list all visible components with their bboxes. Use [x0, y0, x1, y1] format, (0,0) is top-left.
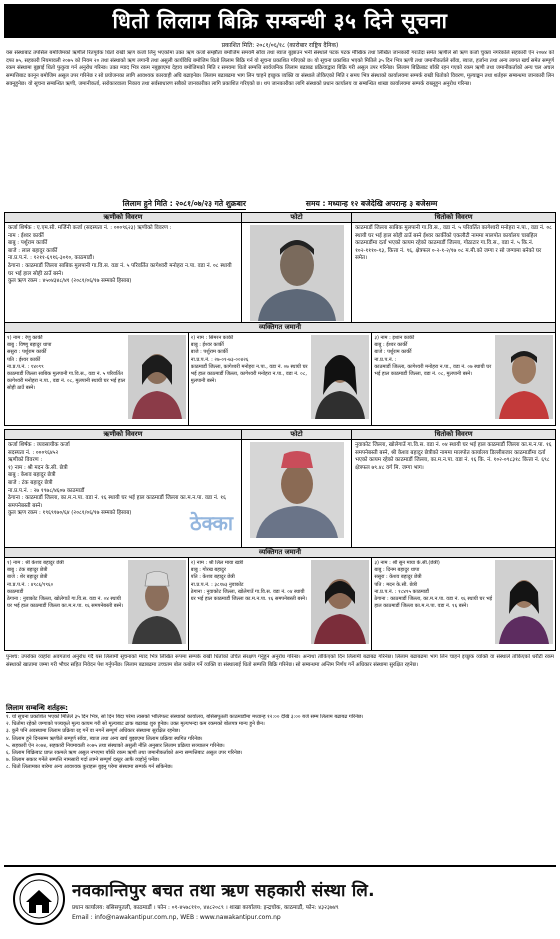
borrower-details: कर्जा शिर्षक : व्यवसायीक कर्जा सदस्यता नं. : ०००९६४५२ ऋणीको विवरण : १) नाम : श्री मदन के.सी. छेत्री बाबु : केशव बहादुर छेत्री बाजे : टंक बहादुर छेत्री ना.प्र.प.नं. : २७ १९७८/४६०७ काठमाडौं ठेगाना : काठमाडौं जिल्ला, का.म.न.पा. वडा नं. १६ स्थायी घर भई हाल काठमाडौं जिल्ला का.म.न.पा. वडा नं. १६ समपनेबस्ती बस्ने। कुल ऋण रकम : १९६९१७०/६४ (२०८१/०६/१७ सम्मको हिसाब) [5, 440, 242, 548]
watermark-text: ठेक्का [190, 513, 234, 535]
guarantor-details: ३) नाम : इशान कार्की बाबु : ईश्वर कार्की बाजे : पर्शुराम कार्की ना.प्र.प.नं. : काठमाडौं जिल्ला, कागेश्वरी मनोहरा न.पा., वडा नं. ०७ स्थायी घर भई हाल काठमाडौं जिल्ला, वडा नं. ०८, मुलपानी बस्ने। [374, 335, 492, 378]
guarantor-card [189, 333, 373, 425]
collateral-header: धितोको विवरण [352, 213, 556, 223]
borrower-photo [250, 225, 344, 321]
term-item: ४. लिलाम हुने दिनसम्म ऋणीले सम्पूर्ण साँवा, ब्याज तथा अन्य खर्च बुझाएमा लिलाम प्रक्रिया स्थगित गरिनेछ। [6, 735, 203, 742]
organization-logo-icon [12, 872, 66, 926]
photo-header: फोटो [241, 213, 351, 223]
term-item: ६. लिलाम बिक्रिबाट प्राप्त रकमले ऋण असुल नभएमा बाँकी रकम ऋणी तथा जमानीकर्ताको अन्य सम्पत्तिबाट असुल उपर गरिनेछ। [6, 750, 243, 757]
borrower-header: ऋणीको विवरण [5, 213, 242, 223]
term-item: २. धितोमा रहेको जग्गाको पञ्चकृते मूल्य कायम गरी सो मूल्यबाट ढाक बढाबढ शुरु हुनेछ। उक्त मूल्यभन्दा कम रकमको बोलपत्र मान्य हुने छैन। [6, 721, 265, 728]
notice-title: धितो लिलाम बिक्रि सम्बन्धी ३५ दिने सूचना [4, 4, 556, 38]
guarantor-header: व्यक्तिगत जमानी [4, 323, 556, 333]
collateral-header: धितोको विवरण [352, 430, 556, 440]
auction-schedule [4, 199, 556, 210]
photo-header: फोटो [241, 430, 351, 440]
collateral-details: काठमाडौं जिल्ला साबिक मुलपानी गा.वि.स., वडा नं. ५ परिवर्तित कागेश्वरी मनोहरा न.पा., वडा नं. ०८ स्थायी घर भई हाल सोही ठाउँ बस्ने ईश्वर कार्कीको एकलौटी नाममा मालपोत कार्यालय चाबहिल काठमाडौंमा दर्ता भएको कायम रहेको काठमाडौं जिल्ला, गोठाटार गा.वि.स., वडा नं. ५ कि.नं. १०२-१११०-१३, कित्ता नं. ९६, क्षेत्रफल ०-२-१-२/१७ ०८ म.मी.को जग्गा र सो जग्गामा बनेको घर समेत। [352, 223, 556, 323]
guarantor-details: २) नाम : श्री लिल माया खत्री बाबु : गोरख बहादुर पति : केशव बहादुर छेत्री ना.प्र.प.नं. : ३८१७३ नुवाकोट ठेगाना : नुवाकोट जिल्ला, खोलेगाउँ गा.वि.स. वडा नं. ०४ स्थायी घर भई हाल काठमाडौं जिल्ला का.म.न.पा. १६ समपनेबस्ती बस्ने। [190, 560, 307, 603]
organization-address: प्रधान कार्यालय: बसिसपुतली, काठमाडौं । फोन : ०१-४५७८११०, ४४८२०८९ । शाखा कार्यालय: इन्द्रचोक, काठमाडौं, फोन: ४३२३७४९ [72, 904, 339, 911]
publication-date: प्रकाशित मिति: २०८१/०६/१८ (कारोबार राष्ट्रिय दैनिक) [221, 42, 339, 49]
borrower-details: कर्जा शिर्षक : ए.एम.सी. मर्जिनी कर्जा (सदस्यता नं. : ०००९६२३) ऋणीको विवरण : नाम : ईश्वर कार्की बाबु : पर्शुराम कार्की बाजे : लाल बहादुर कार्की ना.प्र.प.नं. : १२११-६९१६-३०१०, काठमाडौं। ठेगाना : काठमाडौं जिल्ला साबिक मुलपानी गा.वि.स. वडा नं. ५ परिवर्तित कागेश्वरी मनोहरा न.पा. वडा नं. ०८ स्थायी घर भई हाल सोही ठाउँ बस्ने। कुल ऋण रकम : ४५०४३४८/४१ (२०८१/०६/१७ सम्मको हिसाब) [5, 223, 242, 323]
organization-name: नवकान्तिपुर बचत तथा ऋण सहकारी संस्था लि. [72, 880, 375, 901]
guarantor-row-1 [4, 333, 556, 426]
guarantor-details: १) नाम : रेणु कार्की बाबु : विष्णु बहादुर थापा ससुरा : पर्शुराम कार्की पति : ईश्वर कार्की ना.प्र.प.नं. : १४०९९ काठमाडौं जिल्ला साबिक मुलपानी गा.वि.स., वडा नं. ५ परिवर्तित कागेश्वरी मनोहरा न.पा., वडा नं. ०८, मुलपानी स्थायी घर भई हाल सोही ठाउँ बस्ने। [7, 335, 126, 392]
guarantor-row-2 [4, 558, 556, 651]
guarantor-photo [128, 560, 186, 644]
term-item: ८. धितो लिलामका बारेमा अन्य आवश्यक कुराहरू बुझ्नु परेमा संस्थामा सम्पर्क गर्न सकिनेछ। [6, 764, 173, 771]
guarantor-photo [311, 335, 369, 419]
guarantor-details: २) नाम : सिमरन कार्की बाबु : ईश्वर कार्की बाजे : पर्शुराम कार्की ना.प्र.प.नं. : २७-०१-७३-००४२६ काठमाडौं जिल्ला, कागेश्वरी मनोहरा न.पा., वडा नं. ०७ स्थायी घर भई हाल काठमाडौं जिल्ला, कागेश्वरी मनोहरा न.पा., वडा नं. ०८, मुलपानी बस्ने। [190, 335, 308, 385]
guarantor-photo [495, 560, 553, 644]
guarantor-card [5, 333, 189, 425]
borrower-photo [250, 442, 344, 538]
collateral-details: नुवाकोट जिल्ला, खोलेगाउँ गा.वि.स. वडा नं. ०४ स्थायी घर भई हाल काठमाडौं जिल्ला का.म.न.पा. १६ समपनेबस्ती बस्ने, श्री केशव बहादुर छेत्रीको नाममा मालपोत कार्यालय डिल्लीबजार काठमाडौंमा दर्ता भएको कायम रहेको काठमाडौं जिल्ला, का.म.न.पा. वडा नं. १६ कि. नं. १०२-०९८३१८ कित्ता नं. ६९८ क्षेत्रफल ७९.४८ वर्ग मि. जग्गा भाग। [352, 440, 556, 548]
organization-contact: Email : info@nawakantipur.com.np, WEB : www.nawakantipur.com.np [72, 913, 281, 921]
intro-paragraph: यस संस्थाबाट तपसिल बमोजिमको ऋणीले रितपूर्वक धितो राखी ऋण कर्जा लिनु भएकोमा उक्त ऋण कर्जा सम्झौता बमोजिम समयमै साँवा तथा ब्याज बुझाउन भनी संस्थाले पटक पटक मौखिक तथा लिखित जानकारी गराउँदा समेत ऋणीले सो ऋण कर्जा चुक्ता नगरेकोले सहकारी ऐन २०७४ को दफा ७५, सहकारी नियमावली २०७५ को नियम २० तथा संस्थाको ऋण लगानी तथा असुली कार्यविधि बमोजिम धितो लिलाम बिक्रि गर्न यो सूचना प्रकाशित गरिएको छ। यो सूचना प्रकाशित भएको मितिले ३५ दिन भित्र ऋणी तथा जमानीकर्ताले साँवा, ब्याज, हर्जाना तथा अन्य लागत खर्च समेत सम्पूर्ण रकम संस्थामा बुझाई धितो फुकुवा गर्न अनुरोध गरिन्छ। उक्त म्याद भित्र रकम नबुझाएमा देहाय बमोजिमको मिति र समयमा धितो सम्पत्ति सार्वजनिक लिलाम बढाबढ प्रक्रियाद्वारा बिक्रि गरी असुल उपर गरिनेछ। लिलाम बिक्रिबाट बाँकी रहन गएको रकम ऋणी तथा जमानीकर्ताको अन्य चल अचल सम्पत्तिबाट कानून बमोजिम असुल उपर गरिनेछ र सो प्रयोजनका लागि आवश्यक कारवाही अघि बढाइनेछ। लिलाम बढाबढमा भाग लिन चाहने इच्छुक व्यक्ति वा संस्थाले तोकिएको मिति र समय भित्र संस्थाको कार्यालयमा सम्पर्क राखी धितोको विवरण, मूल्याङ्कन तथा शर्तहरू सम्बन्धमा जानकारी लिन सक्नुहुनेछ। यो सूचना सम्बन्धित ऋणी, जमानीकर्ता, सरोकारवाला निकाय तथा सर्वसाधारण सबैको जानकारीका लागि प्रकाशित गरिएको छ। थप जानकारीका लागि संस्थाको प्रधान कार्यालय वा सम्बन्धित शाखा कार्यालयमा सम्पर्क राख्नुहुन अनुरोध गरिन्छ। [6, 50, 554, 87]
notice-page [4, 4, 556, 931]
guarantor-card [372, 558, 555, 650]
borrower-header: ऋणीको विवरण [5, 430, 242, 440]
closing-paragraph: पुनश्च: उपरोक्त व्यहोरा अवगतार्थ अनुरोध गर्दै यस लिलामी सूचनाको म्याद भित्र लिखित रूपमा सम्पर्क राखी धितोको उचित संरक्षण गर्नुहुन अनुरोध गरिन्छ। अन्यथा तोकिएको दिन लिलामी बढाबढ गरिनेछ। लिलाम बढाबढमा भाग लिन चाहने इच्छुक व्यक्ति वा संस्थाले तोकिएको धरौटी रकम संस्थाको खातामा जम्मा गरी भौचर सहित निवेदन पेश गर्नुपर्नेछ। लिलाम बढाबढमा उच्चतम बोल कबोल गर्ने व्यक्ति वा संस्थालाई धितो सम्पत्ति बिक्रि गरिनेछ। सो सम्बन्धमा अन्तिम निर्णय गर्ने अधिकार संस्थामा सुरक्षित रहनेछ। [6, 654, 554, 668]
guarantor-photo [311, 560, 369, 644]
guarantor-header: व्यक्तिगत जमानी [4, 548, 556, 558]
term-item: ५. सहकारी ऐन २०७४, सहकारी नियमावली २०७५ तथा संस्थाको असुली नीति अनुसार लिलाम प्रक्रिया सञ्चालन गरिनेछ। [6, 742, 225, 749]
guarantor-card [189, 558, 373, 650]
terms-title: लिलाम सम्बन्धि शर्तहरू: [6, 704, 68, 712]
borrower-block-2 [4, 429, 556, 548]
term-item: १. यो सूचना प्रकाशित भएको मितिले ३५ दिन भित्र, सो दिन बिदा परेमा त्यसको भोलिपल्ट संस्थाको कार्यालय, बसिसपुतली काठमाडौंमा मध्यान्ह १२:०० देखि ३:०० बजे सम्म लिलाम बढाबढ गरिनेछ। [6, 714, 364, 720]
guarantor-photo [128, 335, 186, 419]
guarantor-details: १) नाम : श्री केशव बहादुर छेत्री बाबु : टंक बहादुर छेत्री बाजे : शेर बहादुर छेत्री ना.प्र.प.नं. : ४९८६/१९६० काठमाडौं ठेगाना : नुवाकोट जिल्ला, खोलेगाउँ गा.वि.स. वडा नं. ०४ स्थायी घर भई हाल काठमाडौं जिल्ला का.म.न.पा. १६ समपनेबस्ती बस्ने। [7, 560, 124, 610]
borrower-block-1 [4, 212, 556, 323]
organization-footer [4, 865, 556, 931]
guarantor-card [5, 558, 189, 650]
terms-list [6, 714, 554, 814]
guarantor-card [372, 333, 555, 425]
auction-date: लिलाम हुने मिति : २०८१/०७/२३ गते शुक्रबार [122, 199, 246, 208]
term-item: ७. लिलाम सकार गर्नेले सम्पत्ति नामसारी गर्दा लाग्ने सम्पूर्ण दस्तुर आफै व्यहोर्नु पर्नेछ। [6, 757, 160, 764]
term-item: ३. कुनै पनि अवस्थामा लिलाम प्रक्रिया रद्द गर्ने वा नगर्ने सम्पूर्ण अधिकार संस्थामा सुरक्षित रहनेछ। [6, 728, 181, 735]
guarantor-photo [495, 335, 553, 419]
auction-time: समय : मध्यान्ह १२ बजेदेखि अपरान्ह ३ बजेसम्म [305, 199, 438, 208]
guarantor-details: ३) नाम : श्री सुन माया के.सी.(छेत्री) बाबु : दिनम बहादुर थापा ससुरा : केशव बहादुर छेत्री पति : मदन के.सी. छेत्री ना.प्र.प.नं. : १८४९५ काठमाडौं ठेगाना : काठमाडौं जिल्ला, का.म.न.पा. वडा नं. १६ स्थायी घर भई हाल काठमाडौं जिल्ला का.म.न.पा. वडा नं. १६ बस्ने। [374, 560, 493, 610]
